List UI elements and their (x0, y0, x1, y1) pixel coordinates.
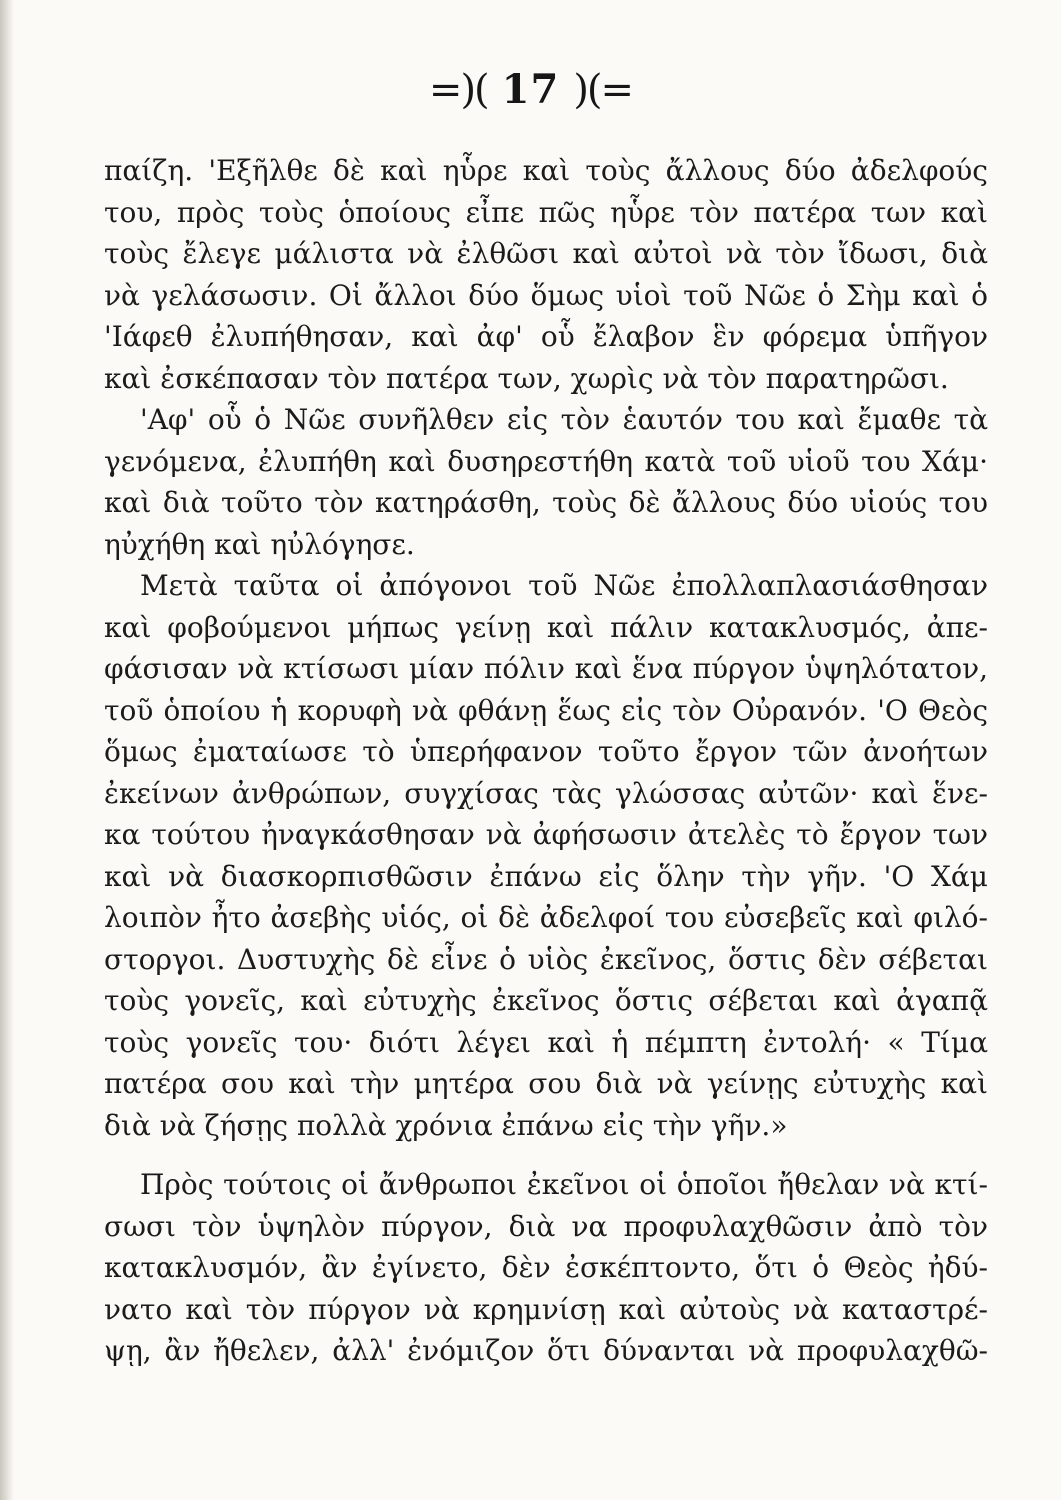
text-line: καὶ φοβούμενοι μήπως γείνῃ καὶ πάλιν κατακλυσμός, ἀπε- (104, 610, 988, 644)
text-line: καὶ διὰ τοῦτο τὸν κατηράσθη, τοὺς δὲ ἄλλους δύο υἱούς του (104, 486, 988, 519)
paragraph-gap (104, 1146, 988, 1164)
text-line: καὶ ἐσκέπασαν τὸν πατέρα των, χωρὶς νὰ τὸν παρατηρῶσι. (104, 361, 949, 395)
text-line: λοιπὸν ἦτο ἀσεβὴς υἱός, οἱ δὲ ἀδελφοί του εὐσεβεῖς καὶ φιλό- (104, 901, 988, 934)
text-line: σωσι τὸν ὑψηλὸν πύργον, διὰ να προφυλαχθῶσιν ἀπὸ τὸν (104, 1209, 988, 1243)
text-line: ψῃ, ἂν ἤθελεν, ἀλλ' ἐνόμιζον ὅτι δύνανται νὰ προφυλαχθῶ- (104, 1334, 988, 1367)
text-line: ὅμως ἐματαίωσε τὸ ὑπερήφανον τοῦτο ἔργον τῶν ἀνοήτων (104, 735, 988, 768)
text-line: Μετὰ ταῦτα οἱ ἀπόγονοι τοῦ Νῶε ἐπολλαπλασιάσθησαν (140, 569, 988, 602)
text-line: τοὺς γονεῖς του· διότι λέγει καὶ ἡ πέμπτη ἐντολή· « Τίμα (104, 1025, 988, 1059)
text-line: νατο καὶ τὸν πύργον νὰ κρημνίσῃ καὶ αὐτοὺς νὰ καταστρέ- (104, 1292, 988, 1326)
text-line: τοῦ ὁποίου ἡ κορυφὴ νὰ φθάνῃ ἕως εἰς τὸν Οὐρανόν. 'Ο Θεὸς (104, 693, 988, 727)
paragraph (104, 399, 988, 565)
text-line: του, πρὸς τοὺς ὁποίους εἶπε πῶς ηὗρε τὸν πατέρα των καὶ (104, 195, 988, 229)
text-line: ἐκείνων ἀνθρώπων, συγχίσας τὰς γλώσσας αὐτῶν· καὶ ἕνε- (104, 776, 988, 810)
header-left-ornament: =)( (428, 67, 488, 113)
paragraph (104, 1164, 988, 1372)
text-line: ηὐχήθη καὶ ηὐλόγησε. (104, 527, 415, 561)
paragraph (104, 565, 988, 1146)
header-right-ornament: )(= (573, 67, 633, 113)
text-line: διὰ νὰ ζήσῃς πολλὰ χρόνια ἐπάνω εἰς τὴν γῆν.» (104, 1108, 788, 1142)
text-line: πατέρα σου καὶ τὴν μητέρα σου διὰ νὰ γείνῃς εὐτυχὴς καὶ (104, 1067, 988, 1100)
text-line: καὶ νὰ διασκορπισθῶσιν ἐπάνω εἰς ὅλην τὴν γῆν. 'Ο Χάμ (104, 859, 988, 893)
text-line: νὰ γελάσωσιν. Οἱ ἄλλοι δύο ὅμως υἱοὶ τοῦ Νῶε ὁ Σὴμ καὶ ὁ (104, 278, 988, 312)
text-line: 'Αφ' οὗ ὁ Νῶε συνῆλθεν εἰς τὸν ἑαυτόν του καὶ ἔμαθε τὰ (140, 403, 988, 436)
text-line: κατακλυσμόν, ἂν ἐγίνετο, δὲν ἐσκέπτοντο, ὅτι ὁ Θεὸς ἠδύ- (104, 1251, 988, 1284)
page-number: 17 (501, 66, 560, 113)
page-gutter-shadow (0, 0, 14, 1500)
page-header (0, 66, 1061, 114)
text-line: στοργοι. Δυστυχὴς δὲ εἶνε ὁ υἱὸς ἐκεῖνος, ὅστις δὲν σέβεται (104, 942, 988, 976)
text-line: Πρὸς τούτοις οἱ ἄνθρωποι ἐκεῖνοι οἱ ὁποῖοι ἤθελαν νὰ κτί- (140, 1168, 988, 1201)
body-text (104, 150, 988, 1372)
text-line: 'Ιάφεθ ἐλυπήθησαν, καὶ ἀφ' οὗ ἔλαβον ἓν φόρεμα ὑπῆγον (104, 320, 988, 353)
text-line: τοὺς ἔλεγε μάλιστα νὰ ἐλθῶσι καὶ αὐτοὶ νὰ τὸν ἴδωσι, διὰ (104, 237, 988, 270)
text-line: τοὺς γονεῖς, καὶ εὐτυχὴς ἐκεῖνος ὅστις σέβεται καὶ ἀγαπᾷ (104, 984, 988, 1017)
paragraph (104, 150, 988, 399)
text-line: παίζη. 'Εξῆλθε δὲ καὶ ηὗρε καὶ τοὺς ἄλλους δύο ἀδελφούς (104, 154, 988, 187)
text-line: κα τούτου ἠναγκάσθησαν νὰ ἀφήσωσιν ἀτελὲς τὸ ἔργον των (104, 818, 988, 851)
text-line: γενόμενα, ἐλυπήθη καὶ δυσηρεστήθη κατὰ τοῦ υἱοῦ του Χάμ· (104, 444, 988, 478)
text-line: φάσισαν νὰ κτίσωσι μίαν πόλιν καὶ ἕνα πύργον ὑψηλότατον, (104, 652, 988, 685)
